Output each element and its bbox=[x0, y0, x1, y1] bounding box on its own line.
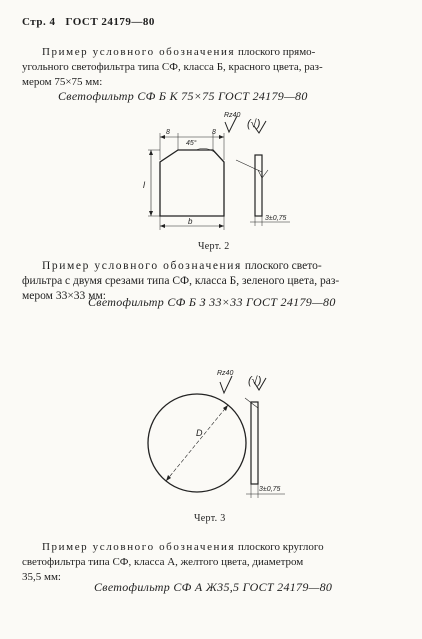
figure3-caption: Черт. 3 bbox=[194, 513, 226, 524]
example1-line2: угольного светофильтра типа СФ, класса Б, красного цвета, раз- bbox=[22, 61, 323, 73]
example3-heading: Пример условного обозначения bbox=[42, 541, 236, 553]
figure2-label-b2: 8 bbox=[212, 129, 216, 136]
example3-text bbox=[22, 540, 402, 585]
example2-line1-rest: плоского свето- bbox=[244, 260, 322, 272]
figure2-caption: Черт. 2 bbox=[198, 241, 230, 252]
example2-heading: Пример условного обозначения bbox=[42, 260, 242, 272]
figure2-label-b: b bbox=[188, 217, 193, 226]
figure3-label-roughness: Rz40 bbox=[217, 370, 234, 377]
figure2-side-view bbox=[255, 155, 262, 216]
example1-line3: мером 75×75 мм: bbox=[22, 76, 103, 88]
example1-line1-rest: плоского прямо- bbox=[237, 46, 316, 58]
standard-code: ГОСТ 24179—80 bbox=[65, 16, 155, 28]
example3-line1-rest: плоского круглого bbox=[237, 541, 324, 553]
example2-line3: мером 33×33 мм: bbox=[22, 290, 106, 302]
figure3-label-d: D bbox=[196, 428, 203, 438]
figure2-label-roughness: Rz40 bbox=[224, 112, 241, 119]
figure2-label-l: l bbox=[143, 180, 145, 190]
figure2-label-thickness: 3±0,75 bbox=[265, 215, 287, 222]
example2-line2: фильтра с двумя срезами типа СФ, класса Б, зеленого цвета, раз- bbox=[22, 275, 340, 287]
example3-line3: 35,5 мм: bbox=[22, 571, 61, 583]
example2-designation: Светофильтр СФ Б З 33×33 ГОСТ 24179—80 bbox=[88, 295, 336, 309]
page-number: Стр. 4 bbox=[22, 16, 56, 28]
figure3-label-roughness-paren: (√) bbox=[248, 375, 262, 387]
figure2-label-roughness-paren: (√) bbox=[247, 118, 261, 130]
figure2-plate-outline bbox=[160, 150, 224, 216]
example1-designation: Светофильтр СФ Б К 75×75 ГОСТ 24179—80 bbox=[58, 89, 308, 103]
figure3-side-view bbox=[251, 402, 258, 484]
example1-heading: Пример условного обозначения bbox=[42, 46, 236, 58]
figure3-label-thickness: 3±0,75 bbox=[259, 486, 281, 493]
example3-designation: Светофильтр СФ А Ж35,5 ГОСТ 24179—80 bbox=[94, 580, 333, 594]
figure2-label-angle: 45° bbox=[186, 140, 197, 147]
example3-line2: светофильтра типа СФ, класса А, желтого цвета, диаметром bbox=[22, 556, 304, 568]
figure2-label-b1: 8 bbox=[166, 129, 170, 136]
